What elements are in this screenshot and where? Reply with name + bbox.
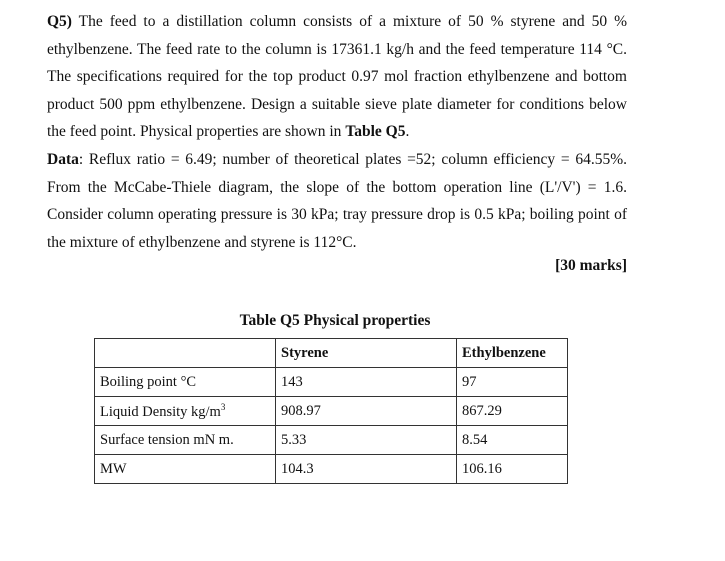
styrene-cell: 908.97: [276, 397, 457, 426]
marks-label: [30 marks]: [555, 257, 627, 274]
physical-properties-table: [94, 338, 568, 484]
data-paragraph: [47, 146, 627, 256]
table-caption: Table Q5 Physical properties: [239, 312, 431, 329]
property-cell: Surface tension mN m.: [95, 426, 276, 455]
question-intro-end: .: [405, 123, 410, 141]
table-row: [95, 368, 568, 397]
styrene-cell: 104.3: [276, 455, 457, 484]
property-cell: [95, 397, 276, 426]
styrene-cell: 143: [276, 368, 457, 397]
header-cell-empty: [95, 339, 276, 368]
table-row: [95, 426, 568, 455]
ethylbenzene-cell: 97: [457, 368, 568, 397]
question-paragraph: [47, 8, 627, 146]
header-cell-ethylbenzene: Ethylbenzene: [457, 339, 568, 368]
table-row: [95, 455, 568, 484]
property-superscript: 3: [220, 401, 226, 412]
property-label: Liquid Density kg/m: [100, 403, 221, 420]
ethylbenzene-cell: 867.29: [457, 397, 568, 426]
ethylbenzene-cell: 106.16: [457, 455, 568, 484]
question-text: [47, 8, 627, 256]
table-header-row: [95, 339, 568, 368]
property-cell: MW: [95, 455, 276, 484]
header-cell-styrene: Styrene: [276, 339, 457, 368]
ethylbenzene-cell: 8.54: [457, 426, 568, 455]
property-cell: Boiling point °C: [95, 368, 276, 397]
question-intro: The feed to a distillation column consists of a mixture of 50 % styrene and 50 % ethylbenzene. The feed rate to the column is 17361.1 kg/h and the feed temperature 114 °C. The specifications required for the top product 0.97 mol fraction ethylbenzene and bottom product 500 ppm ethylbenzene. Design a suitable sieve plate diameter for conditions below the feed point. Physical properties are shown in: [47, 13, 627, 141]
data-label: Data: [47, 150, 79, 168]
styrene-cell: 5.33: [276, 426, 457, 455]
data-text: : Reflux ratio = 6.49; number of theoretical plates =52; column efficiency = 64.55%. From the McCabe-Thiele diagram, the slope of the bottom operation line (L'/V') = 1.6. Consider column operating pressure is 30 kPa; tray pressure drop is 0.5 kPa; boiling point of the mixture of ethylbenzene and styrene is 112°C.: [47, 150, 627, 251]
question-number: Q5): [47, 13, 72, 30]
table-row: [95, 397, 568, 426]
table-reference: Table Q5: [345, 123, 406, 141]
